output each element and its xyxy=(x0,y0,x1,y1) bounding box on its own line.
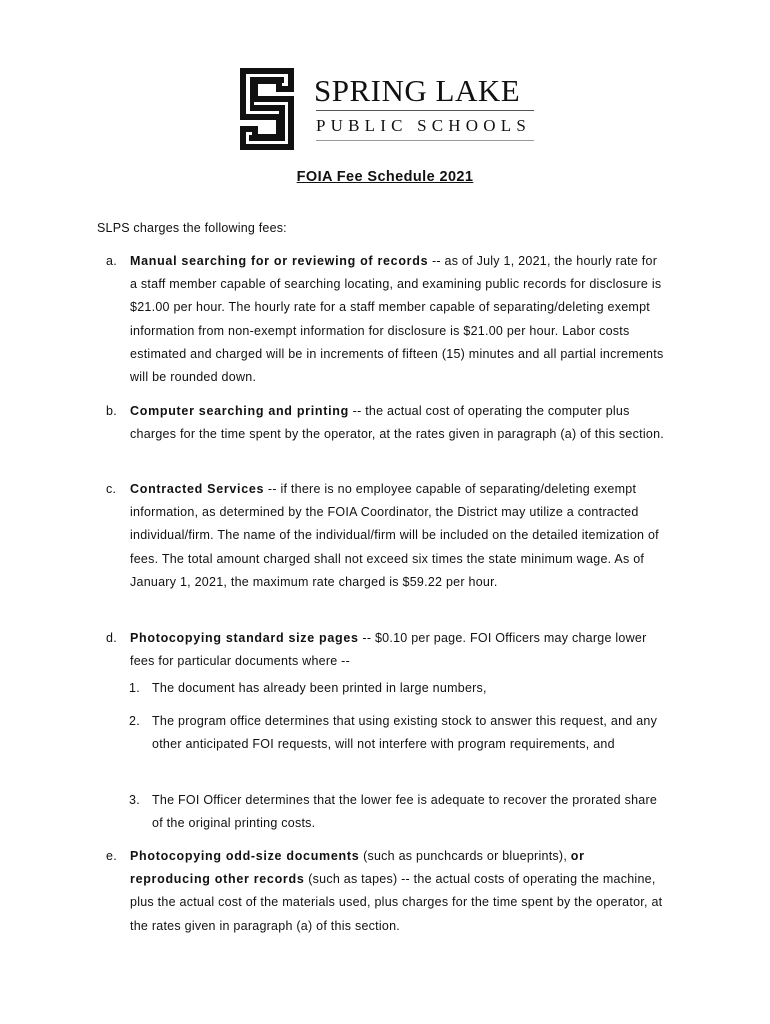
item-heading-2: or reproducing other records xyxy=(130,849,585,887)
item-text: -- $0.10 per page. FOI Officers may charge lower fees for particular documents where -- xyxy=(130,631,647,669)
page-title: FOIA Fee Schedule 2021 xyxy=(296,169,474,185)
item-heading: Computer searching and printing xyxy=(130,404,349,418)
fee-item-b xyxy=(106,400,666,446)
sub-item-marker: 3. xyxy=(129,793,140,807)
item-text-2: (such as tapes) -- the actual costs of operating the machine, plus the actual cost of the materials used, plus charges for the time spent by the operator, at the rates given in paragraph (a) of this section. xyxy=(130,872,663,933)
item-heading: Contracted Services xyxy=(130,482,265,496)
item-heading: Photocopying odd-size documents xyxy=(130,849,360,863)
item-text: (such as punchcards or blueprints), xyxy=(359,849,571,863)
fee-item-e xyxy=(106,845,666,938)
sub-item-marker: 2. xyxy=(129,714,140,728)
item-marker: b. xyxy=(106,404,117,418)
item-text: -- the actual cost of operating the computer plus charges for the time spent by the operator, at the rates given in paragraph (a) of this section. xyxy=(130,404,665,442)
item-text: -- if there is no employee capable of separating/deleting exempt information, as determined by the FOIA Coordinator, the District may utilize a contracted individual/firm. The name of the individual/firm will be included on the detailed itemization of fees. The total amount charged shall not exceed six times the state minimum wage. As of January 1, 2021, the maximum rate charged is $59.22 per hour. xyxy=(130,482,659,589)
sub-item-text: The program office determines that using existing stock to answer this request, and any other anticipated FOI requests, will not interfere with program requirements, and xyxy=(152,714,658,752)
fee-item-c xyxy=(106,478,666,594)
logo-divider xyxy=(316,110,534,111)
spring-lake-logo xyxy=(236,66,536,154)
sub-item-2 xyxy=(129,710,659,756)
item-marker: e. xyxy=(106,849,117,863)
fee-item-a xyxy=(106,250,666,389)
intro-text: SLPS charges the following fees: xyxy=(97,221,287,235)
item-marker: c. xyxy=(106,482,117,496)
sl-block-logo-icon xyxy=(236,66,300,152)
item-heading: Photocopying standard size pages xyxy=(130,631,359,645)
logo-underline xyxy=(316,140,534,141)
item-marker: d. xyxy=(106,631,117,645)
sub-item-text: The document has already been printed in large numbers, xyxy=(152,681,487,695)
sub-item-1 xyxy=(129,677,659,700)
item-text: -- as of July 1, 2021, the hourly rate for a staff member capable of searching locating, and examining public records for disclosure is $21.00 per hour. The hourly rate for a staff member capable of separating/deleting exempt information from non-exempt information for disclosure is $21.00 per hour. Labor costs estimated and charged will be in increments of fifteen (15) minutes and all partial increments will be rounded down. xyxy=(130,254,664,385)
item-heading: Manual searching for or reviewing of records xyxy=(130,254,429,268)
logo-text-public-schools: PUBLIC SCHOOLS xyxy=(316,116,531,135)
logo-text-spring-lake: SPRING LAKE xyxy=(314,73,521,108)
sub-item-text: The FOI Officer determines that the lower fee is adequate to recover the prorated share of the original printing costs. xyxy=(152,793,658,831)
fee-item-d xyxy=(106,627,666,673)
sub-item-3 xyxy=(129,789,659,835)
sub-item-marker: 1. xyxy=(129,681,140,695)
item-marker: a. xyxy=(106,254,117,268)
